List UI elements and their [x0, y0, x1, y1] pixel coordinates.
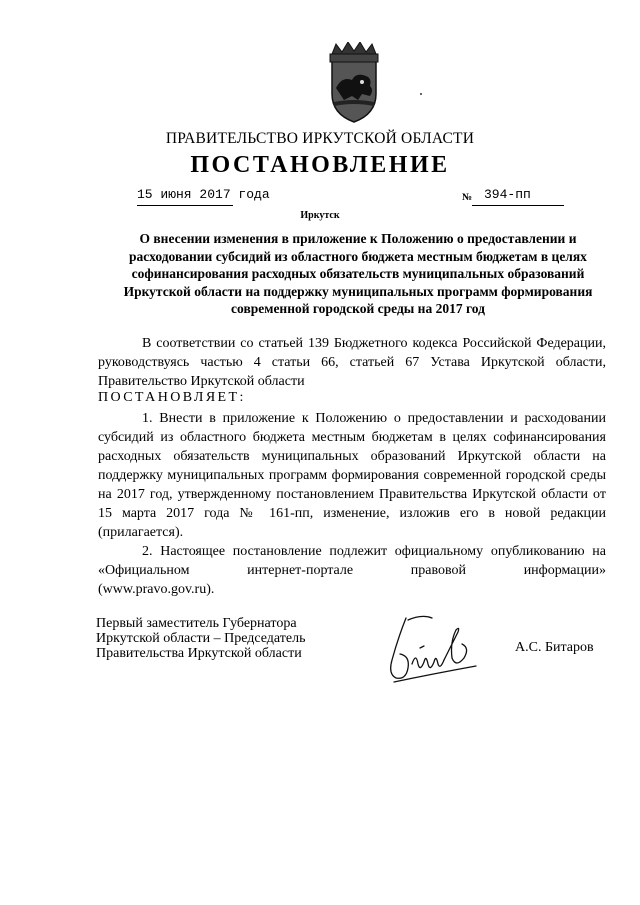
- number-underline: [472, 205, 564, 206]
- signer-name: А.С. Битаров: [515, 640, 594, 655]
- decree-word: ПОСТАНОВЛЯЕТ:: [98, 390, 246, 405]
- position-line-1: Первый заместитель Губернатора: [96, 616, 297, 631]
- position-line-3: Правительства Иркутской области: [96, 646, 302, 661]
- coat-of-arms-icon: [318, 42, 390, 126]
- city-name: Иркутск: [300, 210, 340, 221]
- decree-item-1: 1. Внести в приложение к Положению о предоставлении и расходовании субсидий из областного бюджета местным бюджетам в целях софинансирования расходных обязательств муниципальных образований Иркутской области на поддержку муниципальных программ формирования современной городской среды на 2017 год, утвержденному постановлением Правительства Иркутской области от 15 марта 2017 года № 161-пп, изменение, изложив его в новой редакции (прилагается).: [98, 411, 606, 540]
- document-subject: О внесении изменения в приложение к Положению о предоставлении и расходовании субсидий из областного бюджета местным бюджетам в целях софинансирования расходных обязательств муниципальных образований Иркутской области на поддержку муниципальных программ формирования современной городской среды на 2017 год: [123, 231, 593, 316]
- document-date: 15 июня 2017 года: [137, 187, 270, 202]
- scan-speck: [420, 93, 422, 95]
- decree-items: [98, 409, 606, 599]
- preamble-text: В соответствии со статьей 139 Бюджетного кодекса Российской Федерации, руководствуясь частью 4 статьи 66, статьей 67 Устава Иркутской области, Правительство Иркутской области: [98, 336, 606, 389]
- government-name: ПРАВИТЕЛЬСТВО ИРКУТСКОЙ ОБЛАСТИ: [165, 130, 475, 147]
- preamble: [98, 334, 606, 391]
- document-number: 394-пп: [484, 187, 531, 202]
- signatory-position: [96, 616, 305, 661]
- date-underline: [137, 205, 233, 206]
- decree-item-2-tail: (www.pravo.gov.ru).: [98, 582, 215, 597]
- document-type-title: ПОСТАНОВЛЕНИЕ: [190, 152, 450, 178]
- decree-item-2: 2. Настоящее постановление подлежит официальному опубликованию на «Официальном интернет-портале правовой информации»: [98, 544, 606, 578]
- position-line-2: Иркутской области – Председатель: [96, 631, 306, 646]
- handwritten-signature-icon: [372, 608, 490, 688]
- number-sign: №: [462, 192, 473, 203]
